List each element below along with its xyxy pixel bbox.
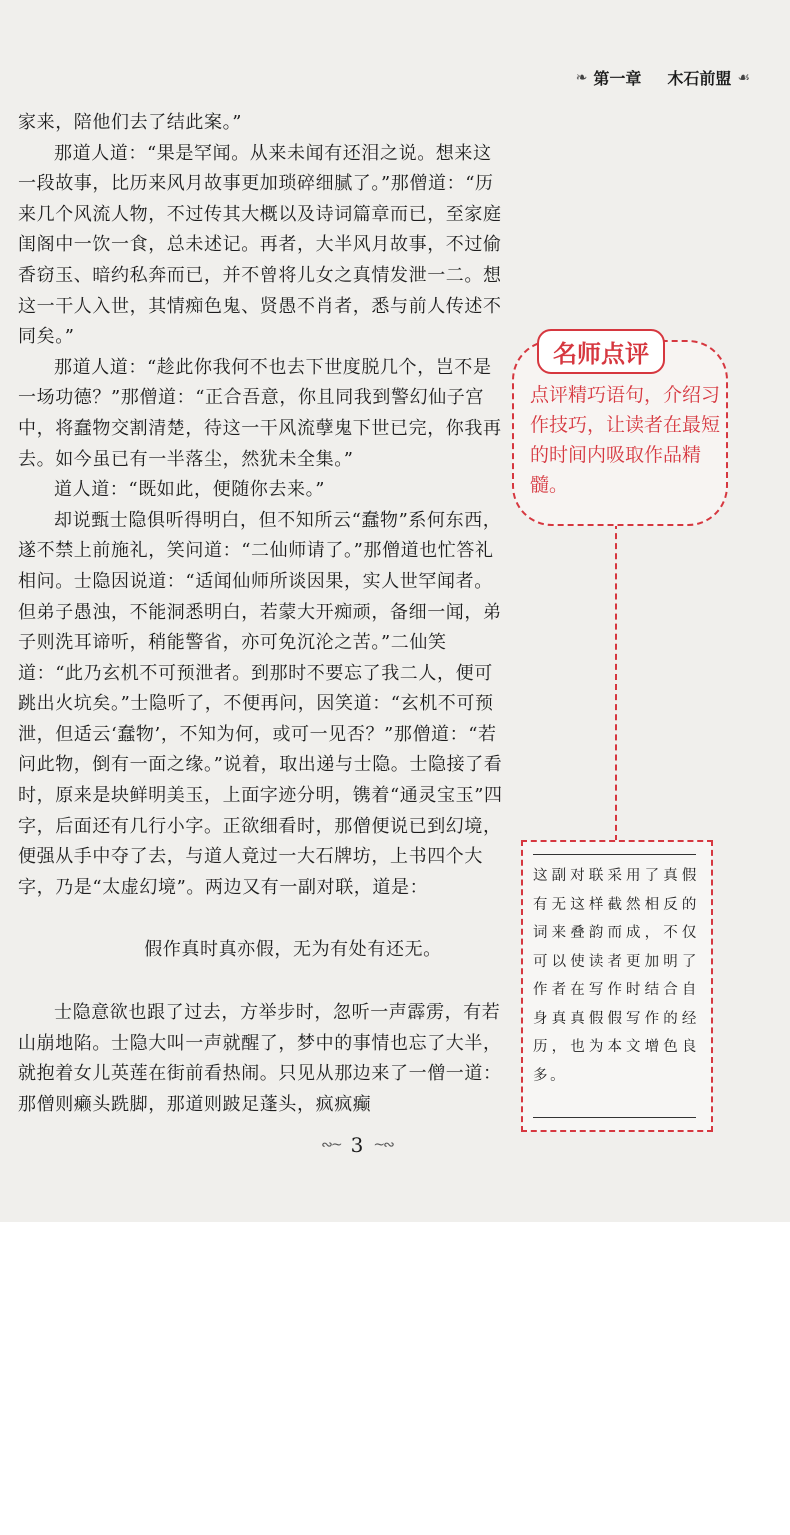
paragraph: 道人道：“既如此，便随你去来。” [54,479,326,501]
paragraph: 士隐意欲也跟了过去，方举步时，忽听一声霹雳，有若山崩地陷。士隐大叫一声就醒了，梦中的事情也忘了大半，就抱着女儿英莲在街前看热闹。只见从那边来了一僧一道：那僧则癞头跣脚，那道则跛足蓬头，疯疯癫 [18,1002,502,1115]
paragraph: 那道人道：“趁此你我何不也去下世度脱几个，岂不是一场功德？”那僧道：“正合吾意，你且同我到警幻仙子宫中，将蠢物交割清楚，待这一干风流孽鬼下世已完，你我再去。如今虽已有一半落尘，然犹未全集。” [18,356,502,470]
ornament-left-icon: ❧ [575,69,588,86]
body-text [18,108,508,1120]
note-rule-top [533,854,696,855]
swirl-right-icon: ~∾ [373,1137,393,1153]
annotation-title: 名师点评 [537,329,665,374]
swirl-left-icon: ∾~ [321,1137,341,1153]
paragraph: 那道人道：“果是罕闻。从来未闻有还泪之说。想来这一段故事，比历来风月故事更加琐碎细腻了。”那僧道：“历来几个风流人物，不过传其大概以及诗词篇章而已，至家庭闺阁中一饮一食，总未述记。再者，大半风月故事，不过偷香窃玉、暗约私奔而已，并不曾将儿女之真情发泄一二。想这一干人入世，其情痴色鬼、贤愚不肖者，悉与前人传述不同矣。” [18,142,502,348]
page-number-value: 3 [350,1133,364,1157]
annotation-text: 点评精巧语句，介绍习作技巧，让读者在最短的时间内吸取作品精髓。 [530,384,721,496]
paragraph: 家来，陪他们去了结此案。” [18,112,243,133]
annotation-note-text: 这副对联采用了真假有无这样截然相反的词来叠韵而成，不仅可以使读者更加明了作者在写作时结合自身真真假假写作的经历，也为本文增色良多。 [533,868,699,1084]
running-header [576,66,750,89]
couplet: 假作真时真亦假，无为有处有还无。 [144,939,442,961]
note-rule-bottom [533,1117,696,1118]
annotation-connector [615,523,617,841]
page-number [302,1133,412,1157]
paragraph: 却说甄士隐俱听得明白，但不知所云“蠢物”系何东西，遂不禁上前施礼，笑问道：“二仙师请了。”那僧道也忙答礼相问。士隐因说道：“适闻仙师所谈因果，实人世罕闻者。但弟子愚浊，不能洞悉明白，若蒙大开痴顽，备细一闻，弟子则洗耳谛听，稍能警省，亦可免沉沦之苦。”二仙笑道：“此乃玄机不可预泄者。到那时不要忘了我二人，便可跳出火坑矣。”士隐听了，不便再问，因笑道：“玄机不可预泄，但适云‘蠢物’，不知为何，或可一见否？”那僧道：“若问此物，倒有一面之缘。”说着，取出递与士隐。士隐接了看时，原来是块鲜明美玉，上面字迹分明，镌着“通灵宝玉”四字，后面还有几行小字。正欲细看时，那僧便说已到幻境，便强从手中夺了去，与道人竟过一大石牌坊，上书四个大字，乃是“太虚幻境”。两边又有一副对联，道是： [18,509,503,898]
ornament-right-icon: ☙ [737,69,750,86]
chapter-title: 木石前盟 [667,69,732,88]
chapter-number: 第一章 [593,69,642,88]
